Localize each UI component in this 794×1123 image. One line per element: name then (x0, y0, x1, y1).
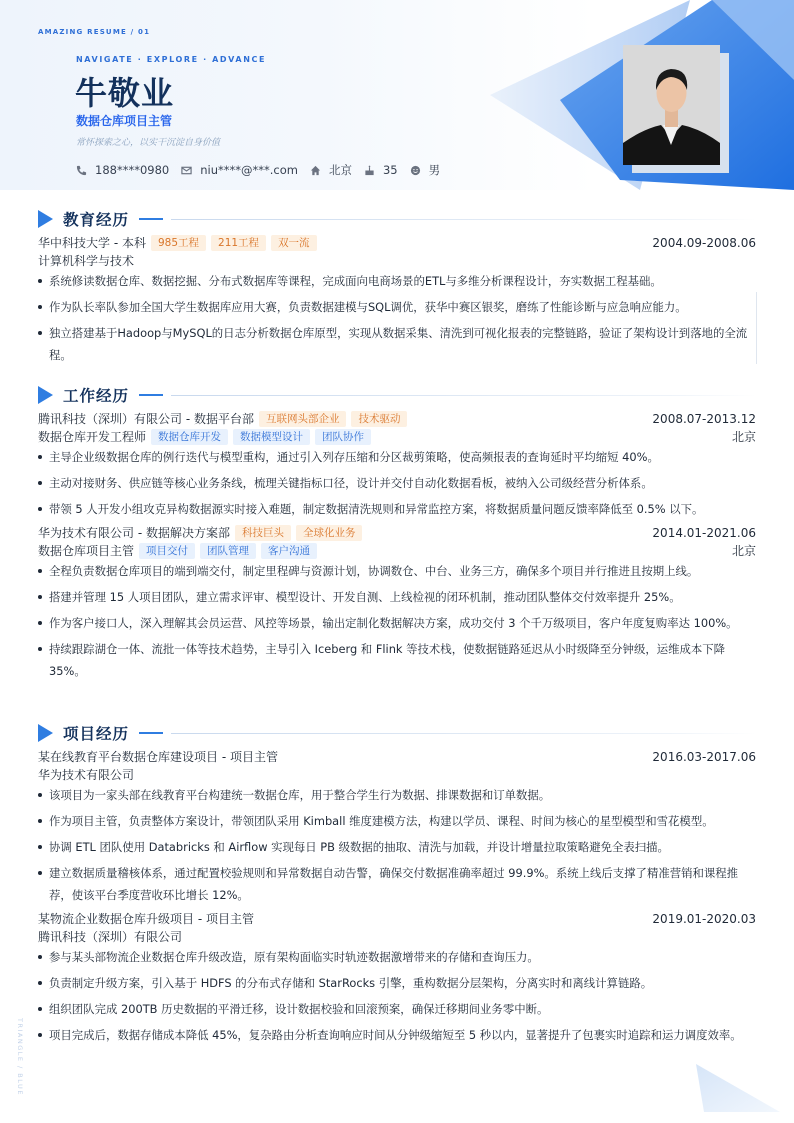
divider (171, 219, 756, 220)
position-title: 数据仓库项目主管 (38, 544, 135, 558)
phone-value: 188****0980 (95, 163, 170, 177)
contact-email (181, 163, 298, 177)
project-bullets (38, 946, 756, 1050)
kicker-label: AMAZING RESUME / 01 (38, 28, 151, 36)
project-org: 腾讯科技（深圳）有限公司 (38, 930, 183, 944)
school-name: 华中科技大学 - 本科 (38, 236, 146, 250)
list-item: 协调 ETL 团队使用 Databricks 和 Airflow 实现每日 PB 级数据的抽取、清洗与加载，并设计增量拉取策略避免全表扫描。 (38, 836, 756, 858)
project-org: 华为技术有限公司 (38, 768, 135, 782)
work-position-row (38, 542, 756, 559)
list-item: 搭建并管理 15 人项目团队，建立需求评审、模型设计、开发自测、上线检视的闭环机制，推动团队整体交付效率提升 25%。 (38, 586, 756, 608)
work-company-row (38, 410, 756, 427)
tag: 客户沟通 (261, 543, 317, 559)
side-label: TRIANGLE / BLUE (16, 1018, 24, 1096)
list-item: 主动对接财务、供应链等核心业务条线，梳理关键指标口径，设计并交付自动化数据看板，被纳入公司级经营分析体系。 (38, 472, 756, 494)
corner-triangle-decoration (690, 1060, 794, 1123)
cake-icon (364, 165, 375, 176)
date-range: 2016.03-2017.06 (652, 749, 756, 764)
triangle-icon (38, 386, 53, 404)
title-dash (139, 732, 163, 734)
tag: 互联网头部企业 (259, 411, 347, 427)
home-icon (310, 165, 321, 176)
project-bullets (38, 784, 756, 910)
divider (171, 733, 756, 734)
date-range: 2019.01-2020.03 (652, 911, 756, 926)
work-section-header (38, 384, 756, 406)
section-title: 项目经历 (63, 725, 130, 743)
list-item: 系统修读数据仓库、数据挖掘、分布式数据库等课程，完成面向电商场景的ETL与多维分析课程设计，夯实数据工程基础。 (38, 270, 756, 292)
company-name: 腾讯科技（深圳）有限公司 - 数据平台部 (38, 412, 254, 426)
project-org-row (38, 766, 756, 783)
major-row (38, 252, 756, 269)
mail-icon (181, 165, 192, 176)
triangle-icon (38, 724, 53, 742)
triangle-icon (38, 210, 53, 228)
date-range: 2014.01-2021.06 (652, 525, 756, 540)
motto: 常怀探索之心，以实干沉淀自身价值 (76, 138, 221, 148)
person-role: 数据仓库项目主管 (76, 114, 173, 128)
tag: 团队协作 (315, 429, 371, 445)
tag: 科技巨头 (235, 525, 291, 541)
date-range: 2004.09-2008.06 (652, 235, 756, 250)
work-bullets (38, 446, 756, 524)
education-section-header (38, 208, 756, 230)
gender-value: 男 (428, 163, 441, 177)
tag: 985工程 (151, 235, 206, 251)
work-company-row (38, 524, 756, 541)
tag: 团队管理 (200, 543, 256, 559)
phone-icon (76, 165, 87, 176)
city-value: 北京 (328, 163, 352, 177)
education-row (38, 234, 756, 251)
list-item: 建立数据质量稽核体系，通过配置校验规则和异常数据自动告警，确保交付数据准确率超过 99.9%。系统上线后支撑了精准营销和课程推荐，使该平台季度营收环比增长 12%。 (38, 862, 756, 906)
person-name: 牛敬业 (75, 74, 175, 112)
list-item: 全程负责数据仓库项目的端到端交付，制定里程碑与资源计划，协调数仓、中台、业务三方，确保多个项目并行推进且按期上线。 (38, 560, 756, 582)
tag: 技术驱动 (351, 411, 407, 427)
project-row (38, 748, 756, 765)
resume-header (0, 0, 794, 190)
list-item: 该项目为一家头部在线教育平台构建统一数据仓库，用于整合学生行为数据、排课数据和订单数据。 (38, 784, 756, 806)
list-item: 项目完成后，数据存储成本降低 45%，复杂路由分析查询响应时间从分钟级缩短至 5 秒以内，显著提升了包裹实时追踪和运力调度效率。 (38, 1024, 756, 1046)
project-row (38, 910, 756, 927)
project-name: 某在线教育平台数据仓库建设项目 - 项目主管 (38, 750, 278, 764)
position-title: 数据仓库开发工程师 (38, 430, 147, 444)
divider (171, 395, 756, 396)
work-city: 北京 (731, 544, 756, 558)
list-item: 独立搭建基于Hadoop与MySQL的日志分析数据仓库原型，实现从数据采集、清洗到可视化报表的完整链路，验证了架构设计到落地的全流程。 (38, 322, 756, 366)
list-item: 带领 5 人开发小组攻克异构数据源实时接入难题，制定数据清洗规则和异常监控方案，将数据质量问题反馈率降低至 0.5% 以下。 (38, 498, 756, 520)
contact-age (364, 163, 398, 177)
project-org-row (38, 928, 756, 945)
title-dash (139, 218, 163, 220)
contact-list (76, 162, 452, 178)
work-bullets (38, 560, 756, 686)
section-title: 工作经历 (63, 387, 130, 405)
project-section-header (38, 722, 756, 744)
tag: 211工程 (211, 235, 266, 251)
contact-gender (410, 162, 441, 178)
education-bullets (38, 270, 756, 370)
company-name: 华为技术有限公司 - 数据解决方案部 (38, 526, 230, 540)
list-item: 作为队长率队参加全国大学生数据库应用大赛，负责数据建模与SQL调优，获华中赛区银奖，磨练了性能诊断与应急响应能力。 (38, 296, 756, 318)
work-position-row (38, 428, 756, 445)
major: 计算机科学与技术 (38, 254, 135, 268)
tagline: NAVIGATE · EXPLORE · ADVANCE (76, 55, 267, 64)
list-item: 组织团队完成 200TB 历史数据的平滑迁移，设计数据校验和回滚预案，确保迁移期间业务零中断。 (38, 998, 756, 1020)
vertical-rule (756, 292, 757, 364)
work-city: 北京 (731, 430, 756, 444)
project-name: 某物流企业数据仓库升级项目 - 项目主管 (38, 912, 254, 926)
list-item: 持续跟踪湖仓一体、流批一体等技术趋势，主导引入 Iceberg 和 Flink 等技术栈，使数据链路延迟从小时级降至分钟级，运维成本下降 35%。 (38, 638, 756, 682)
list-item: 参与某头部物流企业数据仓库升级改造，原有架构面临实时轨迹数据激增带来的存储和查询压力。 (38, 946, 756, 968)
email-value: niu****@***.com (200, 163, 298, 177)
title-dash (139, 394, 163, 396)
tag: 双一流 (271, 235, 317, 251)
section-title: 教育经历 (63, 211, 130, 229)
date-range: 2008.07-2013.12 (652, 411, 756, 426)
contact-city (310, 162, 352, 178)
tag: 数据仓库开发 (151, 429, 228, 445)
contact-phone (76, 163, 169, 177)
tag: 数据模型设计 (233, 429, 310, 445)
list-item: 主导企业级数据仓库的例行迭代与模型重构，通过引入列存压缩和分区裁剪策略，使高频报表的查询延时平均缩短 40%。 (38, 446, 756, 468)
smile-icon (410, 165, 421, 176)
age-value: 35 (382, 163, 398, 177)
list-item: 负责制定升级方案，引入基于 HDFS 的分布式存储和 StarRocks 引擎，重构数据分层架构，分离实时和离线计算链路。 (38, 972, 756, 994)
tag: 项目交付 (139, 543, 195, 559)
profile-photo (623, 45, 720, 165)
tag: 全球化业务 (296, 525, 363, 541)
list-item: 作为项目主管，负责整体方案设计，带领团队采用 Kimball 维度建模方法，构建以学员、课程、时间为核心的星型模型和雪花模型。 (38, 810, 756, 832)
list-item: 作为客户接口人，深入理解其会员运营、风控等场景，输出定制化数据解决方案，成功交付 3 个千万级项目，客户年度复购率达 100%。 (38, 612, 756, 634)
